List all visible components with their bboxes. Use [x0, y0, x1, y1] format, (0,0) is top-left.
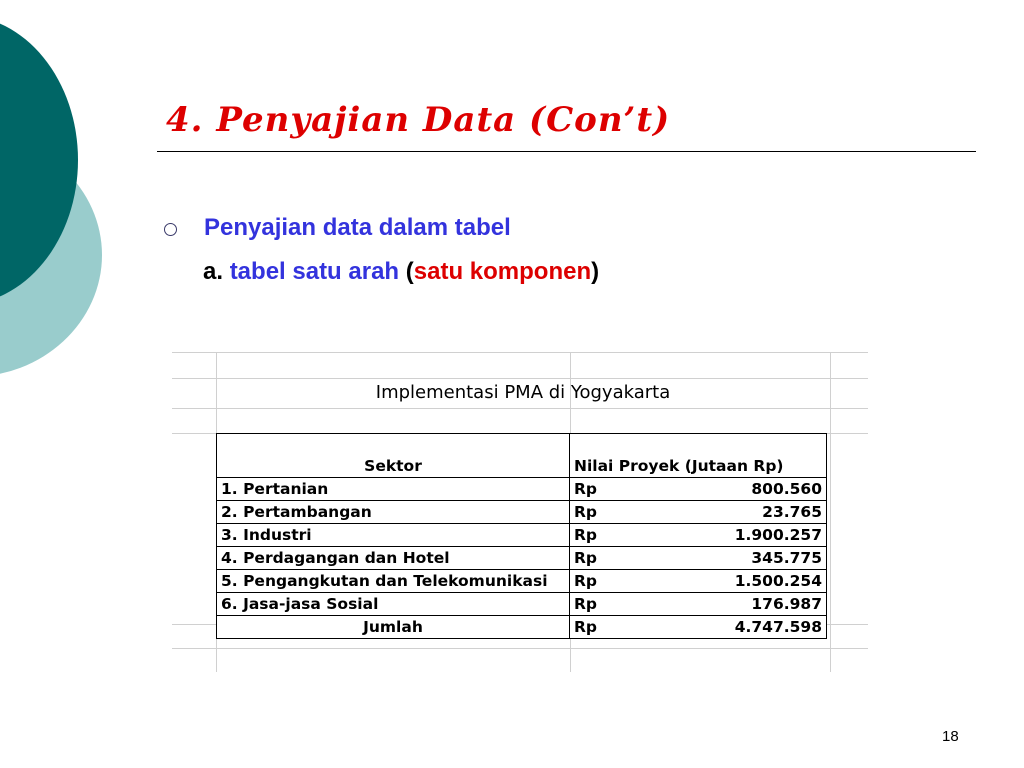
table-row — [217, 501, 827, 524]
cell-value: 800.560 — [618, 478, 827, 501]
spreadsheet-image — [172, 352, 868, 672]
decorative-circles — [0, 0, 110, 390]
cell-currency: Rp — [570, 570, 619, 593]
table-row — [217, 478, 827, 501]
grid-line — [172, 408, 868, 409]
page-number: 18 — [942, 728, 959, 745]
cell-sector: 6. Jasa-jasa Sosial — [217, 593, 570, 616]
cell-currency: Rp — [570, 478, 619, 501]
cell-sector: 5. Pengangkutan dan Telekomunikasi — [217, 570, 570, 593]
grid-line — [830, 352, 831, 672]
cell-value: 1.500.254 — [618, 570, 827, 593]
cell-value: 1.900.257 — [618, 524, 827, 547]
grid-line — [172, 378, 868, 379]
cell-currency: Rp — [570, 593, 619, 616]
grid-line — [172, 352, 868, 353]
sub-component-text: satu komponen — [413, 258, 592, 285]
sub-prefix: a. — [203, 258, 224, 285]
sub-open-paren: ( — [405, 258, 414, 285]
sub-bullet — [203, 258, 599, 286]
sub-close-paren: ) — [591, 258, 600, 285]
cell-total-currency: Rp — [570, 616, 619, 639]
table-total-row — [217, 616, 827, 639]
table-row — [217, 593, 827, 616]
cell-currency: Rp — [570, 547, 619, 570]
table-row — [217, 570, 827, 593]
cell-sector: 4. Perdagangan dan Hotel — [217, 547, 570, 570]
cell-currency: Rp — [570, 524, 619, 547]
grid-line — [172, 648, 868, 649]
sub-main-text: tabel satu arah — [229, 258, 400, 285]
circle-bullet-icon — [164, 223, 177, 236]
table-caption: Implementasi PMA di Yogyakarta — [375, 382, 671, 403]
cell-sector: 2. Pertambangan — [217, 501, 570, 524]
slide-title: 4. Penyajian Data (Con’t) — [166, 100, 671, 140]
cell-value: 23.765 — [618, 501, 827, 524]
title-underline — [157, 151, 976, 152]
bullet-text: Penyajian data dalam tabel — [204, 214, 511, 241]
data-table — [216, 433, 827, 639]
cell-value: 345.775 — [618, 547, 827, 570]
header-value: Nilai Proyek (Jutaan Rp) — [570, 434, 827, 478]
table-row — [217, 547, 827, 570]
table-header-row — [217, 434, 827, 478]
cell-value: 176.987 — [618, 593, 827, 616]
cell-total-label: Jumlah — [217, 616, 570, 639]
cell-total-value: 4.747.598 — [618, 616, 827, 639]
cell-sector: 1. Pertanian — [217, 478, 570, 501]
cell-currency: Rp — [570, 501, 619, 524]
header-sector: Sektor — [217, 434, 570, 478]
table-row — [217, 524, 827, 547]
cell-sector: 3. Industri — [217, 524, 570, 547]
